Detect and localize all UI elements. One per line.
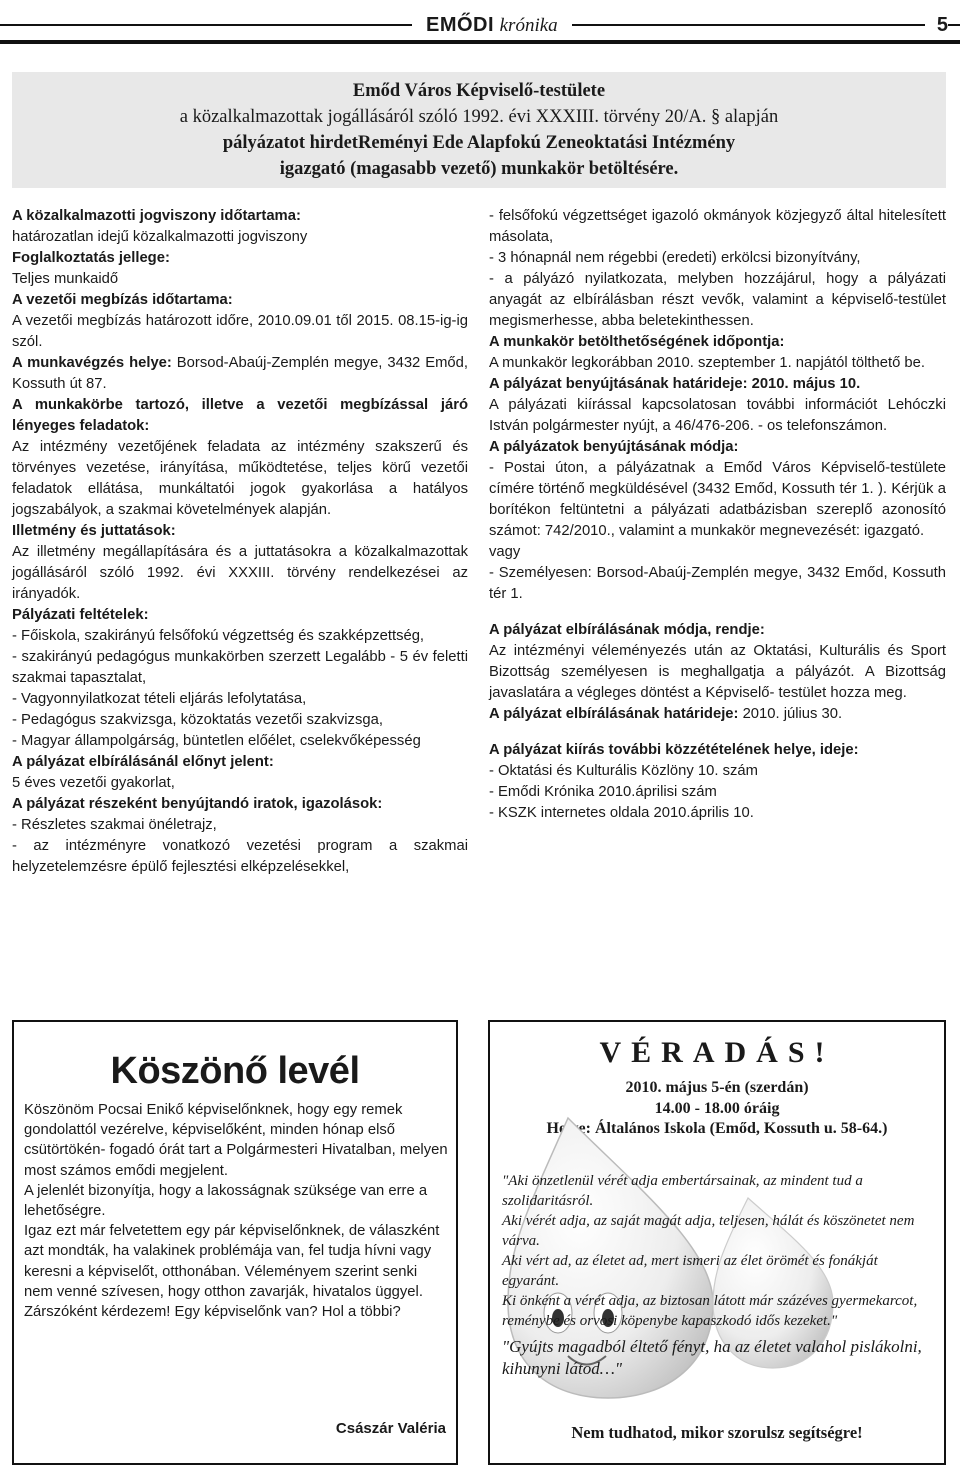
body-text: A munkakör legkorábban 2010. szeptember 1. napjától tölthető be. [489, 355, 925, 371]
quote-line: Aki vért ad, az életet ad, mert ismeri az élet örömét és fonákját egyaránt. [502, 1253, 878, 1289]
banner-line-1: Emőd Város Képviselő-testülete [352, 81, 606, 101]
heading-text: A pályázat elbírálásának módja, rendje: [489, 622, 765, 638]
paragraph [12, 836, 468, 878]
body-text: - KSZK internetes oldala 2010.április 10. [489, 805, 754, 821]
inline-value: 2010. július 30. [738, 706, 843, 722]
paragraph [12, 647, 468, 689]
paragraph [489, 641, 946, 704]
right-column [489, 206, 946, 824]
blood-quote [502, 1171, 934, 1331]
heading-text: A pályázat benyújtásának határideje: 2010. május 10. [489, 376, 861, 392]
blood-place: Helye: Általános Iskola (Emőd, Kossuth u. 58-64.) [546, 1120, 888, 1137]
body-text: - 3 hónapnál nem régebbi (eredeti) erkölcsi bizonyítvány, [489, 250, 861, 266]
paragraph [489, 353, 946, 374]
body-text: - Postai úton, a pályázatnak a Emőd Város Képviselő-testülete címére történő megküldésével (3432 Emőd, Kossuth tér 1. ). Kérjük a borítékon feltüntetni a pályázati adatbázisban szereplő azonosító számot: 742/2010., valamint a munkakör megnevezését: igazgató. [489, 460, 946, 539]
brand-suffix: krónika [499, 15, 558, 36]
letter-paragraph: A jelenlét bizonyítja, hogy a lakosságnak szüksége van erre a lehetőségre. [24, 1182, 428, 1220]
body-text: - Vagyonnyilatkozat tételi eljárás lefolytatása, [12, 691, 307, 707]
paragraph [12, 689, 468, 710]
body-text: - a pályázó nyilatkozata, melyben hozzájárul, hogy a pályázati anyagát az elbírálásban részt vevők, valamint a képviselő-testület megismerhesse, abba beletekinthessen. [489, 271, 946, 329]
letter-paragraph: Köszönöm Pocsai Enikő képviselőnknek, hogy egy remek gondolattól vezérelve, képviselőként, minden hónap első csütörtökén- fogadó órát tart a Polgármesteri Hivatalban, melyen most számos emődi megjelent. [24, 1102, 448, 1179]
section-heading [12, 248, 468, 269]
section-heading [12, 353, 468, 395]
body-text: - felsőfokú végzettséget igazoló okmányok közjegyző által hitelesített másolata, [489, 208, 946, 245]
banner-line-3: pályázatot hirdetReményi Ede Alapfokú Zeneoktatási Intézmény [222, 133, 736, 153]
page-number: 5 [925, 10, 948, 40]
paragraph [489, 206, 946, 248]
paragraph [12, 269, 468, 290]
paragraph [489, 395, 946, 437]
heading-text: A pályázat kiírás további közzétételének helye, ideje: [489, 742, 859, 758]
thank-you-letter [12, 1020, 458, 1465]
section-heading [12, 206, 468, 227]
body-text: A vezetői megbízás határozott időre, 2010.09.01 től 2015. 08.15-ig-ig szól. [12, 313, 468, 350]
header-brand [412, 10, 572, 40]
paragraph [12, 227, 468, 248]
section-heading [12, 290, 468, 311]
paragraph [12, 311, 468, 353]
heading-text: A munkavégzés helye: [12, 355, 172, 371]
page-header [0, 10, 960, 44]
paragraph [489, 269, 946, 332]
body-text: 5 éves vezetői gyakorlat, [12, 775, 175, 791]
body-text: - az intézményre vonatkozó vezetési program a szakmai helyzetelemzésre épülő fejlesztési elképzelésekkel, [12, 838, 468, 875]
heading-text: Pályázati feltételek: [12, 607, 149, 623]
body-text: - Főiskola, szakirányú felsőfokú végzettség és szakképzettség, [12, 628, 425, 644]
blood-quote-2: "Gyújts magadból éltető fényt, ha az életet valahol pislákolni, kihunyni látod…" [502, 1337, 922, 1378]
paragraph [12, 731, 468, 752]
heading-text: Foglalkoztatás jellege: [12, 250, 170, 266]
heading-text: A munkakör betölthetőségének időpontja: [489, 334, 785, 350]
section-heading [489, 437, 946, 458]
left-column [12, 206, 468, 878]
section-heading [12, 794, 468, 815]
letter-body [24, 1100, 448, 1322]
blood-time: 14.00 - 18.00 óráig [654, 1099, 780, 1117]
blood-closing: Nem tudhatod, mikor szorulsz segítségre! [571, 1423, 863, 1442]
brand-name: EMŐDI [426, 14, 495, 36]
heading-text: A pályázatok benyújtásának módja: [489, 439, 739, 455]
body-text: vagy [489, 544, 521, 560]
letter-paragraph: Zárszóként kérdezem! Egy képviselőnk van? Hol a többi? [24, 1304, 401, 1321]
letter-signature: Császár Valéria [335, 1420, 446, 1437]
heading-text: A pályázat részeként benyújtandó iratok, igazolások: [12, 796, 383, 812]
paragraph [12, 626, 468, 647]
paragraph [12, 815, 468, 836]
body-text: - Részletes szakmai önéletrajz, [12, 817, 217, 833]
heading-text: A vezetői megbízás időtartama: [12, 292, 233, 308]
paragraph [12, 773, 468, 794]
paragraph [12, 542, 468, 605]
quote-line: "Aki önzetlenül vérét adja embertársainak, az mindent tud a szolidaritásról. [502, 1173, 863, 1209]
heading-text: A munkakörbe tartozó, illetve a vezetői megbízással járó lényeges feladatok: [12, 397, 468, 434]
section-heading [489, 374, 946, 395]
paragraph [489, 248, 946, 269]
section-heading [489, 620, 946, 641]
paragraph [489, 782, 946, 803]
body-text: - Oktatási és Kulturális Közlöny 10. szám [489, 763, 758, 779]
paragraph [12, 437, 468, 521]
blood-date: 2010. május 5-én (szerdán) [625, 1079, 809, 1096]
spacer [489, 725, 946, 740]
inline-value: Borsod-Abaúj-Zemplén megye, 3432 Emőd, Kossuth út 87. [12, 355, 468, 392]
section-heading [12, 395, 468, 437]
heading-text: A közalkalmazotti jogviszony időtartama: [12, 208, 301, 224]
body-text: Az intézmény vezetőjének feladata az intézmény szakszerű és törvényes vezetése, irányítása, működtetése, teljes körű vezetői feladatok ellátása, munkáltatói jogok gyakorlása a hatályos jogszabályok, a szakmai követelmények alapján. [12, 439, 468, 518]
quote-line: Ki önként a vérét adja, az biztosan látott már százéves gyermekarcot, reménybe és orvosi köpenybe kapaszkodó idős kezeket." [502, 1293, 918, 1329]
body-text: határozatlan idejű közalkalmazotti jogviszony [12, 229, 308, 245]
section-heading [489, 740, 946, 761]
paragraph [489, 803, 946, 824]
section-heading [489, 704, 946, 725]
heading-text: A pályázat elbírálásánál előnyt jelent: [12, 754, 274, 770]
banner-line-2: a közalkalmazottak jogállásáról szóló 1992. évi XXXIII. törvény 20/A. § alapján [179, 107, 779, 127]
section-heading [489, 332, 946, 353]
section-heading [12, 752, 468, 773]
paragraph [12, 710, 468, 731]
heading-text: A pályázat elbírálásának határideje: [489, 706, 739, 722]
spacer [489, 605, 946, 620]
body-text: - Pedagógus szakvizsga, közoktatás vezetői szakvizsga, [12, 712, 383, 728]
letter-paragraph: Igaz ezt már felvetettem egy pár képviselőnknek, de válaszként azt mondták, ha valakinek problémája van, fel tudja hívni vagy keresni a képviselőt, otthonában. Véleményem szerint senki nem venné szívesen, hogy otthon zavarják, hivatalos üggyel. [24, 1223, 440, 1300]
body-text: - szakirányú pedagógus munkakörben szerzett Legalább - 5 év feletti szakmai tapasztalat, [12, 649, 468, 686]
paragraph [489, 761, 946, 782]
paragraph [489, 458, 946, 542]
section-heading [12, 605, 468, 626]
body-text: - Emődi Krónika 2010.áprilisi szám [489, 784, 717, 800]
body-text: Az illetmény megállapítására és a juttatásokra a közalkalmazottak jogállásáról szóló 1992. évi XXXIII. törvény rendelkezései az irányadók. [12, 544, 468, 602]
letter-title: Köszönő levél [110, 1050, 360, 1092]
body-text: Az intézményi véleményezés után az Oktatási, Kulturális és Sport Bizottság személyesen is meghallgatja a pályázót. A Bizottság javaslatára a végleges döntést a Képviselő- testület hozza meg. [489, 643, 946, 701]
quote-line: Aki vérét adja, az saját magát adja, teljesen, hálát és köszönetet nem várva. [502, 1213, 915, 1249]
heading-text: Illetmény és juttatások: [12, 523, 176, 539]
body-text: A pályázati kiírással kapcsolatosan további információt Lehóczki István polgármester nyújt, a 46/476-206. - os telefonszámon. [489, 397, 946, 434]
blood-title: VÉRADÁS! [599, 1036, 835, 1069]
announcement-banner [12, 72, 946, 188]
banner-line-4: igazgató (magasabb vezető) munkakör betöltésére. [279, 159, 679, 179]
paragraph [489, 542, 946, 563]
blood-donation-box [488, 1020, 946, 1465]
section-heading [12, 521, 468, 542]
body-text: Teljes munkaidő [12, 271, 119, 287]
body-text: - Magyar állampolgárság, büntetlen előélet, cselekvőképesség [12, 733, 421, 749]
body-text: - Személyesen: Borsod-Abaúj-Zemplén megye, 3432 Emőd, Kossuth tér 1. [489, 565, 946, 602]
paragraph [489, 563, 946, 605]
